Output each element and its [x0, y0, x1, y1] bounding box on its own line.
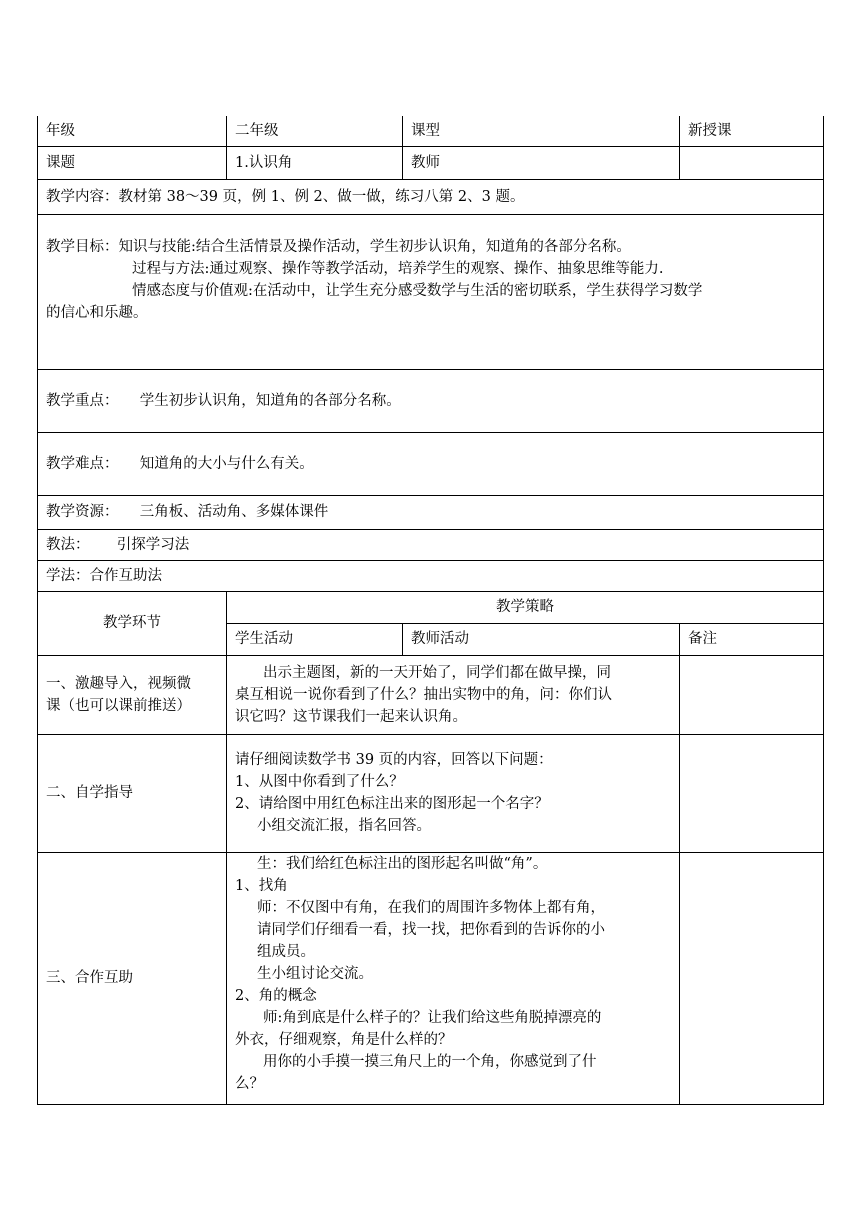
stage2-name: 二、自学指导: [38, 734, 227, 852]
stage3-line10: 用你的小手摸一摸三角尺上的一个角，你感觉到了什: [263, 1053, 597, 1070]
goals-emotion-cont: 的信心和乐趣。: [46, 304, 148, 321]
teaching-method: [38, 529, 824, 560]
teacher-value: [680, 146, 824, 179]
key-value: 学生初步认识角，知道角的各部分名称。: [139, 392, 401, 409]
stage3-line7: 2、角的概念: [235, 987, 317, 1004]
stage1-row: [38, 655, 824, 734]
difficulty-label: 教学难点：: [46, 455, 119, 472]
stage2-line1: 请仔细阅读数学书 39 页的内容，回答以下问题：: [235, 752, 553, 768]
stage1-text-3: 识它吗？这节课我们一起来认识角。: [235, 708, 467, 725]
key-label: 教学重点：: [46, 392, 119, 409]
method-label: 教法：: [46, 536, 90, 553]
method-value: 引探学习法: [116, 536, 190, 553]
difficulty-value: 知道角的大小与什么有关。: [139, 455, 314, 472]
stage3-note: [680, 852, 824, 1104]
stage3-line6: 生小组讨论交流。: [257, 965, 373, 982]
goals-knowledge: 知识与技能:结合生活情景及操作活动，学生初步认识角，知道角的各部分名称。: [118, 238, 631, 255]
goals-process: 过程与方法:通过观察、操作等教学活动，培养学生的观察、操作、抽象思维等能力.: [132, 260, 664, 277]
key-row: [38, 369, 824, 432]
teaching-goals: [38, 214, 824, 369]
stage2-line2: 1、从图中你看到了什么？: [235, 774, 404, 790]
teaching-key: [38, 369, 824, 432]
study-label: 学法：: [46, 567, 90, 584]
stage1-content: [227, 655, 680, 734]
topic-row: [38, 146, 824, 179]
resources-value: 三角板、活动角、多媒体课件: [139, 504, 329, 520]
goals-label: 教学目标：: [46, 238, 119, 255]
stage3-line11: 么？: [235, 1075, 264, 1092]
stage3-line1: 生：我们给红色标注出的图形起名叫做“角”。: [257, 855, 548, 872]
content-row: [38, 179, 824, 214]
stage1-text-1: 出示主题图，新的一天开始了，同学们都在做早操，同: [263, 664, 611, 681]
study-value: 合作互助法: [89, 567, 162, 584]
grade-value: 二年级: [227, 116, 403, 146]
type-label: 课型: [403, 116, 680, 146]
stage3-name: 三、合作互助: [38, 852, 227, 1104]
grade-row: [38, 116, 824, 146]
student-activity-header: 学生活动: [227, 623, 403, 655]
stage3-row: [38, 852, 824, 1104]
type-value: 新授课: [680, 116, 824, 146]
resources-row: [38, 495, 824, 529]
stage1-name-line1: 一、激趣导入，视频微: [46, 675, 191, 692]
study-row: [38, 560, 824, 591]
topic-label: 课题: [38, 146, 227, 179]
stage3-line9: 外衣，仔细观察，角是什么样的？: [235, 1031, 453, 1048]
topic-value: 1.认识角: [227, 146, 403, 179]
goals-emotion: 情感态度与价值观:在活动中，让学生充分感受数学与生活的密切联系，学生获得学习数学: [132, 282, 703, 299]
stage2-line4: 小组交流汇报，指名回答。: [257, 818, 431, 834]
teaching-content: 教学内容：教材第 38～39 页，例 1、例 2、做一做，练习八第 2、3 题。: [38, 179, 824, 214]
stage2-note: [680, 734, 824, 852]
strategy-header: 教学策略: [227, 591, 824, 623]
stage2-content: [227, 734, 680, 852]
teacher-label: 教师: [403, 146, 680, 179]
stage1-text-2: 桌互相说一说你看到了什么？抽出实物中的角，问：你们认: [235, 686, 612, 703]
stage3-line4: 请同学们仔细看一看，找一找，把你看到的告诉你的小: [257, 921, 605, 938]
grade-label: 年级: [38, 116, 227, 146]
stage2-line3: 2、请给图中用红色标注出来的图形起一个名字？: [235, 796, 549, 812]
lesson-plan-table: [37, 116, 824, 1105]
note-header: 备注: [680, 623, 824, 655]
method-row: [38, 529, 824, 560]
stage3-content: [227, 852, 680, 1104]
resources-label: 教学资源：: [46, 504, 119, 520]
stage1-note: [680, 655, 824, 734]
difficulty-row: [38, 432, 824, 495]
stage-header: 教学环节: [38, 591, 227, 655]
study-method: [38, 560, 824, 591]
teacher-activity-header: 教师活动: [403, 623, 680, 655]
strategy-header-row: [38, 591, 824, 623]
stage1-name-line2: 课（也可以课前推送）: [46, 697, 191, 714]
stage3-line5: 组成员。: [257, 943, 315, 960]
stage3-line8: 师:角到底是什么样子的？让我们给这些角脱掉漂亮的: [263, 1009, 602, 1026]
goals-row: [38, 214, 824, 369]
teaching-difficulty: [38, 432, 824, 495]
stage3-line3: 师：不仅图中有角，在我们的周围许多物体上都有角，: [257, 899, 605, 916]
teaching-resources: [38, 495, 824, 529]
stage3-line2: 1、找角: [235, 877, 288, 894]
stage1-name: [38, 655, 227, 734]
stage2-row: [38, 734, 824, 852]
